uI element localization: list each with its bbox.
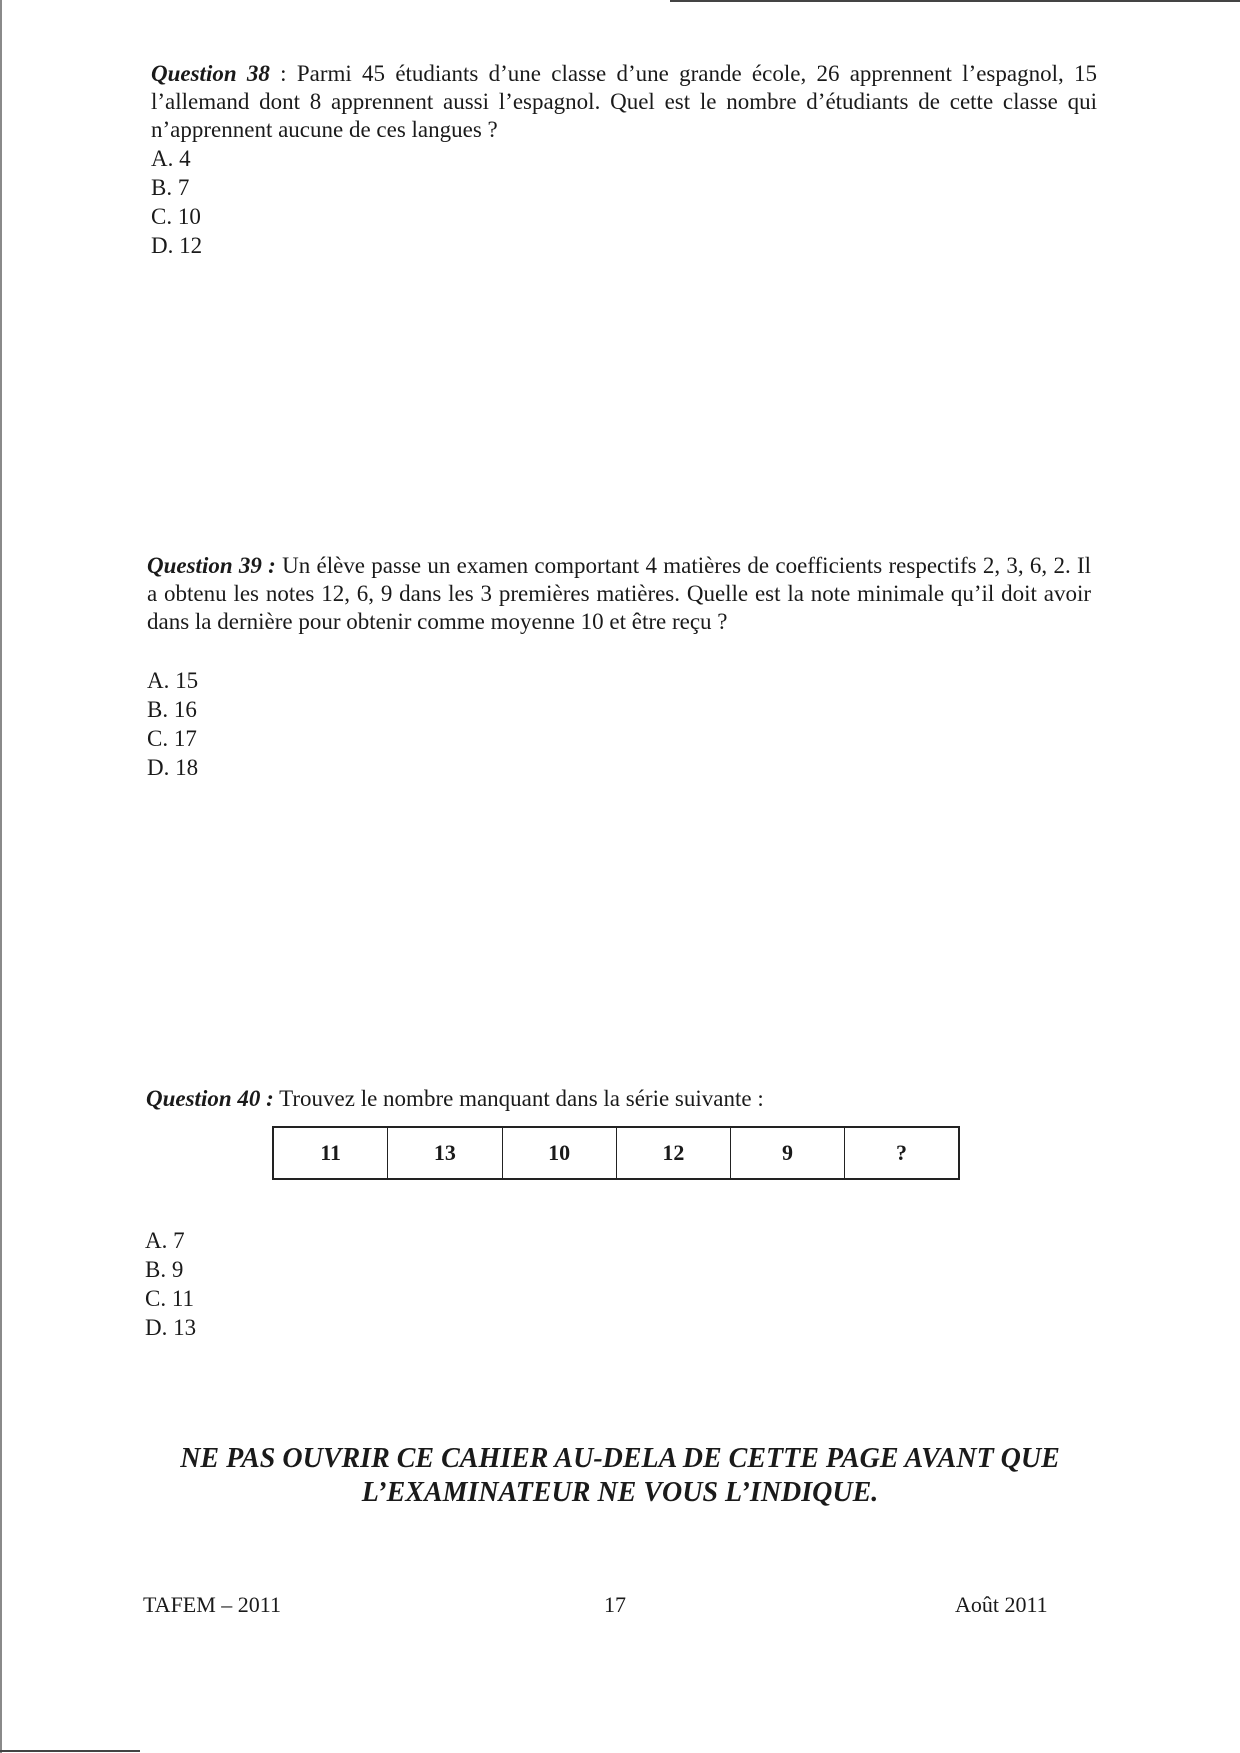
footer-exam-name: TAFEM – 2011 <box>143 1592 281 1617</box>
option-d: D. 12 <box>151 233 203 258</box>
question-39-options <box>147 666 198 782</box>
question-38-label: Question 38 <box>151 61 270 86</box>
series-cell-missing: ? <box>844 1127 959 1179</box>
option-d: D. 13 <box>145 1315 197 1340</box>
series-cell: 12 <box>616 1127 730 1179</box>
scan-edge-bottom <box>0 1750 140 1752</box>
question-40-text: Trouvez le nombre manquant dans la série suivante : <box>279 1086 764 1111</box>
series-cell: 10 <box>502 1127 616 1179</box>
number-series-table <box>272 1126 960 1180</box>
option-a: A. 15 <box>147 668 199 693</box>
question-38 <box>151 60 1097 144</box>
question-38-separator: : <box>269 61 297 86</box>
footer-page-number: 17 <box>604 1592 626 1617</box>
footer-date: Août 2011 <box>955 1592 1048 1617</box>
series-cell: 13 <box>388 1127 502 1179</box>
question-38-options <box>151 144 202 260</box>
question-39 <box>147 552 1091 636</box>
scan-edge-left <box>0 0 2 1753</box>
option-a: A. 7 <box>145 1228 185 1253</box>
series-cell: 11 <box>273 1127 388 1179</box>
notice-line-2: L’EXAMINATEUR NE VOUS L’INDIQUE. <box>361 1477 879 1508</box>
option-c: C. 10 <box>151 204 201 229</box>
question-40 <box>146 1085 1046 1113</box>
scan-edge-top <box>670 0 1240 2</box>
question-39-text: Un élève passe un examen comportant 4 matières de coefficients respectifs 2, 3, 6, 2. Il a obtenu les notes 12, 6, 9 dans les 3 premières matières. Quelle est la note minimale qu’il doit avoir dans la dernière pour obtenir comme moyenne 10 et être reçu ? <box>147 553 1092 634</box>
do-not-open-notice <box>120 1442 1120 1510</box>
table-row <box>273 1127 959 1179</box>
option-c: C. 17 <box>147 726 197 751</box>
series-cell: 9 <box>731 1127 845 1179</box>
question-39-label: Question 39 : <box>147 553 276 578</box>
question-40-options <box>145 1226 196 1342</box>
option-d: D. 18 <box>147 755 199 780</box>
notice-line-1: NE PAS OUVRIR CE CAHIER AU-DELA DE CETTE PAGE AVANT QUE <box>180 1443 1060 1474</box>
option-b: B. 7 <box>151 175 190 200</box>
option-c: C. 11 <box>145 1286 194 1311</box>
question-40-label: Question 40 : <box>146 1086 274 1111</box>
question-38-text: Parmi 45 étudiants d’une classe d’une grande école, 26 apprennent l’espagnol, 15 l’allemand dont 8 apprennent aussi l’espagnol. Quel est le nombre d’étudiants de cette classe qui n’apprennent aucune de ces langues ? <box>151 61 1097 142</box>
option-b: B. 9 <box>145 1257 184 1282</box>
option-b: B. 16 <box>147 697 197 722</box>
option-a: A. 4 <box>151 146 191 171</box>
